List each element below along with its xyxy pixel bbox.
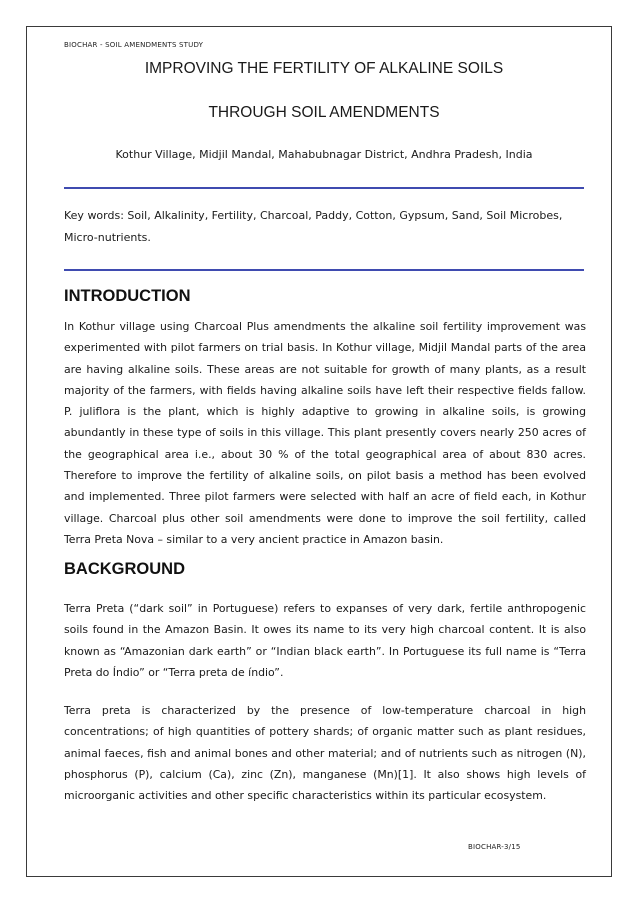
background-heading: BACKGROUND (64, 560, 185, 578)
document-title-line-1: IMPROVING THE FERTILITY OF ALKALINE SOILS (144, 60, 504, 77)
background-paragraph-1: Terra Preta (“dark soil” in Portuguese) refers to expanses of very dark, fertile anthropogenic soils found in the Amazon Basin. It owes its name to its very high charcoal content. It is also known as “Amazonian dark earth” or “Indian black earth”. In Portuguese its full name is “Terra Preta do Índio” or “Terra preta de índio”. (64, 602, 586, 679)
background-paragraph-2: Terra preta is characterized by the presence of low-temperature charcoal in high concentrations; of high quantities of pottery shards; of organic matter such as plant residues, animal faeces, fish and animal bones and other material; and of nutrients such as nitrogen (N), phosphorus (P), calcium (Ca), zinc (Zn), manganese (Mn)[1]. It also shows high levels of microorganic activities and other specific characteristics within its particular ecosystem. (64, 704, 586, 803)
document-title-line-2: THROUGH SOIL AMENDMENTS (208, 104, 440, 121)
keywords: Key words: Soil, Alkalinity, Fertility, Charcoal, Paddy, Cotton, Gypsum, Sand, Soil Microbes, Micro-nutrients. (64, 209, 563, 244)
location-subtitle: Kothur Village, Midjil Mandal, Mahabubnagar District, Andhra Pradesh, India (115, 148, 533, 161)
divider-top (64, 187, 584, 189)
introduction-heading: INTRODUCTION (64, 287, 191, 305)
page-number: BIOCHAR-3/15 (468, 843, 521, 851)
introduction-paragraph: In Kothur village using Charcoal Plus amendments the alkaline soil fertility improvement was experimented with pilot farmers on trial basis. In Kothur village, Midjil Mandal parts of the area are having alkaline soils. These areas are not suitable for growth of many plants, as a result majority of the farmers, with fields having alkaline soils have left their respective fields fallow. P. juliflora is the plant, which is highly adaptive to growing in alkaline soils, is growing abundantly in these type of soils in this village. This plant presently covers nearly 250 acres of the geographical area i.e., about 30 % of the total geographical area of about 830 acres. Therefore to improve the fertility of alkaline soils, on pilot basis a method has been evolved and implemented. Three pilot farmers were selected with half an acre of field each, in Kothur village. Charcoal plus other soil amendments were done to improve the soil fertility, called Terra Preta Nova – similar to a very ancient practice in Amazon basin. (64, 320, 586, 546)
divider-bottom (64, 269, 584, 271)
running-header: BIOCHAR - SOIL AMENDMENTS STUDY (64, 41, 204, 49)
